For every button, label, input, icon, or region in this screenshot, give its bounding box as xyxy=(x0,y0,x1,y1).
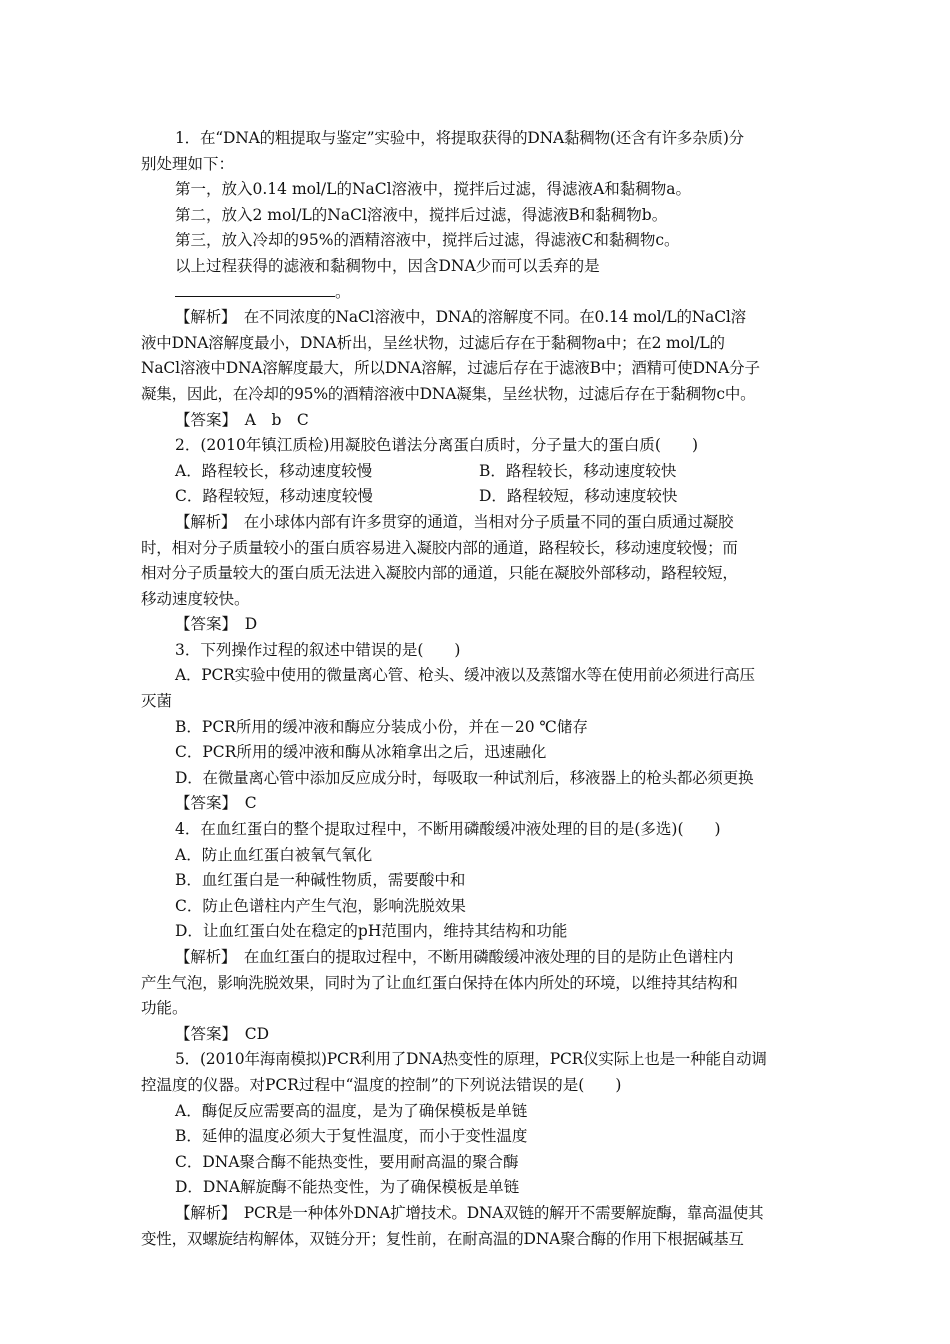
q3-answer: 【答案】 C xyxy=(175,794,257,813)
q2-option-d: D．路程较短，移动速度较快 xyxy=(479,487,678,506)
q4-explanation-line1: 【解析】 在血红蛋白的提取过程中，不断用磷酸缓冲液处理的目的是防止色谱柱内 xyxy=(175,948,734,966)
q1-explanation-line2: 液中DNA溶解度最小，DNA析出，呈丝状物，过滤后存在于黏稠物a中；在2 mol/L的 xyxy=(141,333,725,352)
q2-explanation-line3: 相对分子质量较大的蛋白质无法进入凝胶内部的通道，只能在凝胶外部移动，路程较短， xyxy=(141,564,738,583)
q5-option-a: A．酶促反应需要高的温度，是为了确保模板是单链 xyxy=(175,1101,528,1120)
q1-explanation-line4: 凝集，因此，在冷却的95%的酒精溶液中DNA凝集，呈丝状物，过滤后存在于黏稠物c中。 xyxy=(141,384,756,403)
q1-step3: 第三，放入冷却的95%的酒精溶液中，搅拌后过滤，得滤液C和黏稠物c。 xyxy=(175,231,680,250)
q1-explanation-line1: 【解析】 在不同浓度的NaCl溶液中，DNA的溶解度不同。在0.14 mol/L的NaCl溶 xyxy=(175,308,746,327)
q5-explanation-line1: 【解析】 PCR是一种体外DNA扩增技术。DNA双链的解开不需要解旋酶，靠高温使其 xyxy=(175,1203,764,1222)
q2-options-row2 xyxy=(141,484,811,510)
q2-option-c: C．路程较短，移动速度较慢 xyxy=(175,487,373,506)
q4-option-b: B．血红蛋白是一种碱性物质，需要酸中和 xyxy=(175,871,466,890)
q2-explanation-line1: 【解析】 在小球体内部有许多贯穿的通道，当相对分子质量不同的蛋白质通过凝胶 xyxy=(175,512,734,531)
q2-option-b: B．路程较长，移动速度较快 xyxy=(479,461,677,480)
q1-stem-line1: 1．在“DNA的粗提取与鉴定”实验中，将提取获得的DNA黏稠物(还含有许多杂质)分 xyxy=(175,129,744,147)
q1-step2: 第二，放入2 mol/L的NaCl溶液中，搅拌后过滤，得滤液B和黏稠物b。 xyxy=(175,205,668,224)
q3-stem: 3．下列操作过程的叙述中错误的是( ) xyxy=(175,640,461,659)
q2-explanation-line2: 时，相对分子质量较小的蛋白质容易进入凝胶内部的通道，路程较长，移动速度较慢；而 xyxy=(141,538,738,557)
q4-option-c: C．防止色谱柱内产生气泡，影响洗脱效果 xyxy=(175,896,466,915)
q5-stem-line1: 5．(2010年海南模拟)PCR利用了DNA热变性的原理，PCR仪实际上也是一种能自动调 xyxy=(175,1050,767,1069)
q1-explanation-line3: NaCl溶液中DNA溶解度最大，所以DNA溶解，过滤后存在于滤液B中；酒精可使DNA分子 xyxy=(141,359,760,378)
q2-explanation-line4: 移动速度较快。 xyxy=(141,589,250,608)
q1-answer: 【答案】 A b C xyxy=(175,410,309,429)
q5-option-b: B．延伸的温度必须大于复性温度，而小于变性温度 xyxy=(175,1127,528,1146)
q5-explanation-line2: 变性，双螺旋结构解体，双链分开；复性前，在耐高温的DNA聚合酶的作用下根据碱基互 xyxy=(141,1229,744,1248)
q4-answer: 【答案】 CD xyxy=(175,1024,270,1043)
q3-option-d: D．在微量离心管中添加反应成分时，每吸取一种试剂后，移液器上的枪头都必须更换 xyxy=(175,768,754,787)
document-page xyxy=(141,126,811,1252)
answer-blank xyxy=(175,282,335,297)
q5-option-d: D．DNA解旋酶不能热变性，为了确保模板是单链 xyxy=(175,1178,520,1197)
q1-step1: 第一，放入0.14 mol/L的NaCl溶液中，搅拌后过滤，得滤液A和黏稠物a。 xyxy=(175,180,691,199)
q4-option-a: A．防止血红蛋白被氧气氧化 xyxy=(175,845,373,864)
q4-explanation-line2: 产生气泡，影响洗脱效果，同时为了让血红蛋白保持在体内所处的环境，以维持其结构和 xyxy=(141,973,738,992)
q2-options-row1 xyxy=(141,459,811,485)
q1-blank-end: 。 xyxy=(335,282,351,301)
q3-option-c: C．PCR所用的缓冲液和酶从冰箱拿出之后，迅速融化 xyxy=(175,743,547,762)
q1-answer-blank-line xyxy=(141,280,811,306)
q5-stem-line2: 控温度的仪器。对PCR过程中“温度的控制”的下列说法错误的是( ) xyxy=(141,1075,622,1094)
q2-option-a: A．路程较长，移动速度较慢 xyxy=(175,461,373,480)
q1-question: 以上过程获得的滤液和黏稠物中，因含DNA少而可以丢弃的是 xyxy=(175,256,600,275)
q2-answer: 【答案】 D xyxy=(175,615,258,634)
q4-option-d: D．让血红蛋白处在稳定的pH范围内，维持其结构和功能 xyxy=(175,922,568,941)
q4-explanation-line3: 功能。 xyxy=(141,999,188,1018)
q3-option-a-line2: 灭菌 xyxy=(141,692,173,711)
q2-stem: 2．(2010年镇江质检)用凝胶色谱法分离蛋白质时，分子量大的蛋白质( ) xyxy=(175,436,698,455)
q3-option-b: B．PCR所用的缓冲液和酶应分装成小份，并在－20 ℃储存 xyxy=(175,717,588,736)
q3-option-a-line1: A．PCR实验中使用的微量离心管、枪头、缓冲液以及蒸馏水等在使用前必须进行高压 xyxy=(175,666,755,685)
q4-stem: 4．在血红蛋白的整个提取过程中，不断用磷酸缓冲液处理的目的是(多选)( ) xyxy=(175,820,721,839)
q1-stem-line2: 别处理如下： xyxy=(141,154,235,173)
q5-option-c: C．DNA聚合酶不能热变性，要用耐高温的聚合酶 xyxy=(175,1152,519,1171)
